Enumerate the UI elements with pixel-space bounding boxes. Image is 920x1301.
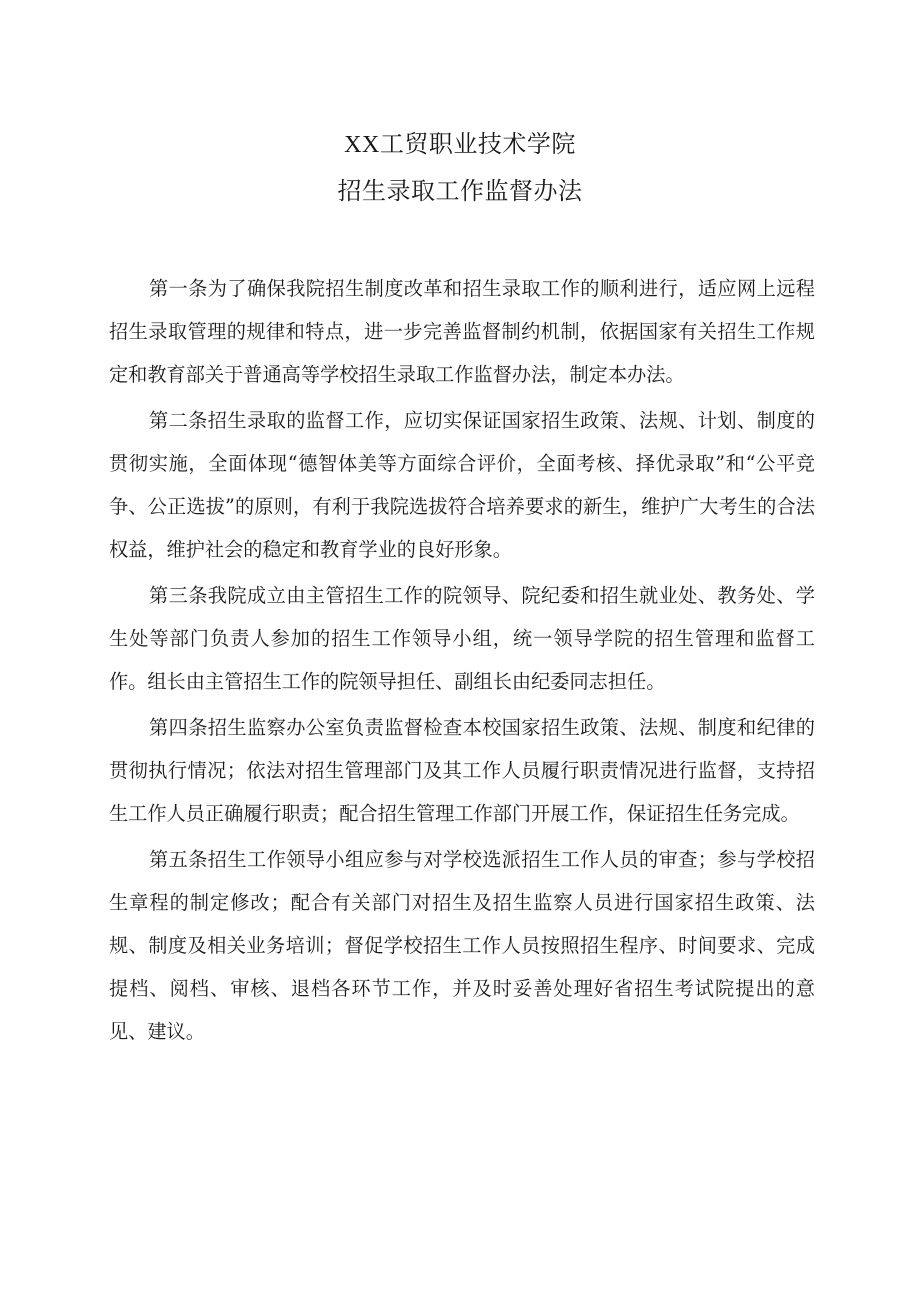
document-body	[109, 267, 815, 1053]
article-2: 第二条招生录取的监督工作，应切实保证国家招生政策、法规、计划、制度的贯彻实施，全面体现“德智体美等方面综合评价，全面考核、择优录取”和“公平竞争、公正选拔”的原则，有利于我院选拔符合培养要求的新生，维护广大考生的合法权益，维护社会的稳定和教育学业的良好形象。	[109, 409, 815, 561]
article-5: 第五条招生工作领导小组应参与对学校选派招生工作人员的审查；参与学校招生章程的制定修改；配合有关部门对招生及招生监察人员进行国家招生政策、法规、制度及相关业务培训；督促学校招生工作人员按照招生程序、时间要求、完成提档、阅档、审核、退档各环节工作，并及时妥善处理好省招生考试院提出的意见、建议。	[109, 848, 815, 1043]
article-1: 第一条为了确保我院招生制度改革和招生录取工作的顺利进行，适应网上远程招生录取管理的规律和特点，进一步完善监督制约机制，依据国家有关招生工作规定和教育部关于普通高等学校招生录取工作监督办法，制定本办法。	[109, 277, 815, 386]
title-subject: 招生录取工作监督办法	[337, 177, 583, 205]
article-4: 第四条招生监察办公室负责监督检查本校国家招生政策、法规、制度和纪律的贯彻执行情况；依法对招生管理部门及其工作人员履行职责情况进行监督，支持招生工作人员正确履行职责；配合招生管理工作部门开展工作，保证招生任务完成。	[109, 716, 815, 825]
document-title	[0, 122, 920, 214]
title-institution: XX工贸职业技术学院	[344, 132, 576, 158]
article-3: 第三条我院成立由主管招生工作的院领导、院纪委和招生就业处、教务处、学生处等部门负责人参加的招生工作领导小组，统一领导学院的招生管理和监督工作。组长由主管招生工作的院领导担任、副组长由纪委同志担任。	[109, 584, 815, 693]
